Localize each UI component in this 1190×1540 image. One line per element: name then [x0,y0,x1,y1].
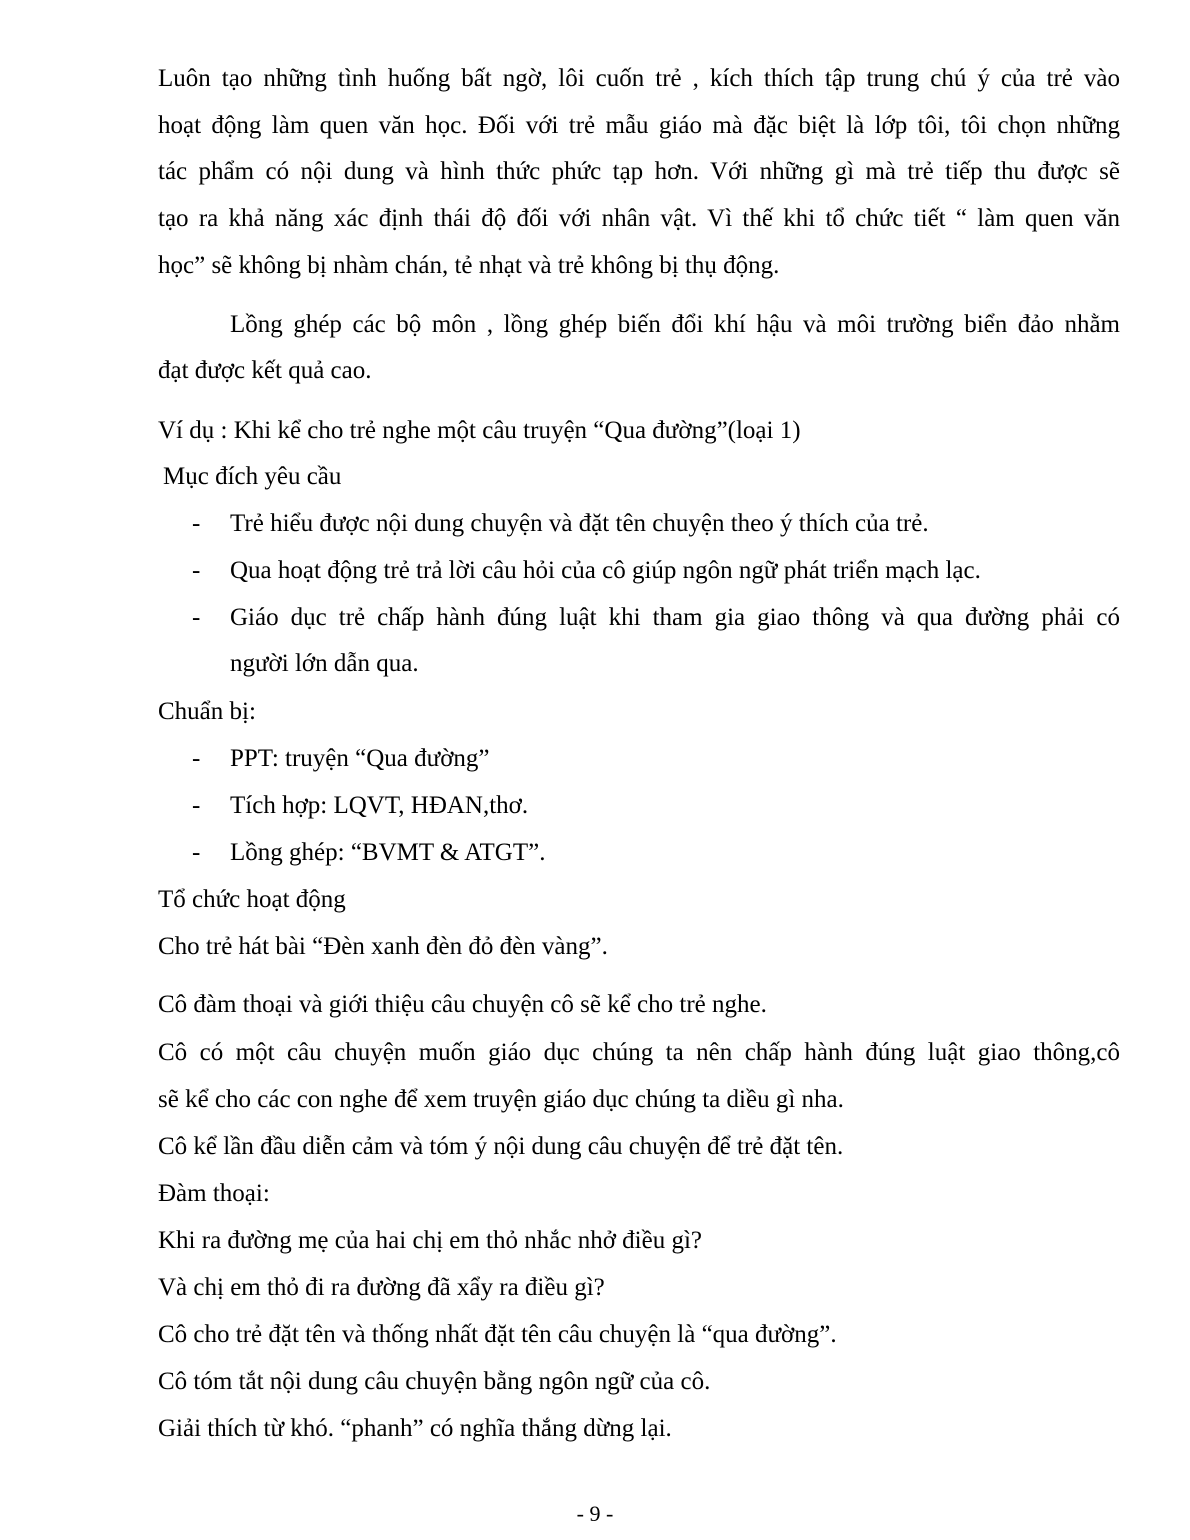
activity-line: Cô có một câu chuyện muốn giáo dục chúng ta nên chấp hành đúng luật giao thông,cô [158,1039,1120,1066]
prep-item: PPT: truyện “Qua đường” [230,745,490,772]
activity-line: Cô kể lần đầu diễn cảm và tóm ý nội dung câu chuyện để trẻ đặt tên. [158,1133,844,1160]
paragraph-line: tác phẩm có nội dung và hình thức phức tạp hơn. Với những gì mà trẻ tiếp thu được sẽ [158,158,1120,185]
bullet-dash: - [192,557,201,584]
bullet-dash: - [192,745,201,772]
purpose-item-continued: người lớn dẫn qua. [230,650,419,677]
activity-line: Cô tóm tắt nội dung câu chuyện bằng ngôn ngữ của cô. [158,1368,711,1395]
activity-line: Cô đàm thoại và giới thiệu câu chuyện cô sẽ kể cho trẻ nghe. [158,991,767,1018]
prep-heading: Chuẩn bị: [158,698,256,725]
activity-line: Giải thích từ khó. “phanh” có nghĩa thắng dừng lại. [158,1415,672,1442]
activity-line: Khi ra đường mẹ của hai chị em thỏ nhắc nhở điều gì? [158,1227,702,1254]
paragraph-line: Lồng ghép các bộ môn , lồng ghép biến đổi khí hậu và môi trường biển đảo nhằm [230,311,1120,338]
activity-line: Đàm thoại: [158,1180,270,1207]
purpose-item: Qua hoạt động trẻ trả lời câu hỏi của cô giúp ngôn ngữ phát triển mạch lạc. [230,557,981,584]
bullet-dash: - [192,839,201,866]
sing-line: Cho trẻ hát bài “Đèn xanh đèn đỏ đèn vàng”. [158,933,608,960]
bullet-dash: - [192,510,201,537]
page-number: - 9 - [576,1501,614,1526]
bullet-dash: - [192,792,201,819]
purpose-item: Trẻ hiểu được nội dung chuyện và đặt tên chuyện theo ý thích của trẻ. [230,510,929,537]
organize-heading: Tổ chức hoạt động [158,886,346,913]
activity-line: sẽ kể cho các con nghe để xem truyện giáo dục chúng ta diều gì nha. [158,1086,844,1113]
example-line: Ví dụ : Khi kể cho trẻ nghe một câu truyện “Qua đường”(loại 1) [158,417,801,444]
paragraph-line: học” sẽ không bị nhàm chán, tẻ nhạt và trẻ không bị thụ động. [158,252,780,279]
purpose-item: Giáo dục trẻ chấp hành đúng luật khi tham gia giao thông và qua đường phải có [230,604,1120,631]
prep-item: Lồng ghép: “BVMT & ATGT”. [230,839,546,866]
prep-item: Tích hợp: LQVT, HĐAN,thơ. [230,792,529,819]
bullet-dash: - [192,604,201,631]
paragraph-line: tạo ra khả năng xác định thái độ đối với nhân vật. Vì thế khi tổ chức tiết “ làm quen văn [158,205,1120,232]
paragraph-line: Luôn tạo những tình huống bất ngờ, lôi cuốn trẻ , kích thích tập trung chú ý của trẻ vào [158,65,1120,92]
purpose-heading: Mục đích yêu cầu [163,463,342,490]
paragraph-line: đạt được kết quả cao. [158,357,372,384]
activity-line: Và chị em thỏ đi ra đường đã xẩy ra điều gì? [158,1274,605,1301]
activity-line: Cô cho trẻ đặt tên và thống nhất đặt tên câu chuyện là “qua đường”. [158,1321,837,1348]
paragraph-line: hoạt động làm quen văn học. Đối với trẻ mẫu giáo mà đặc biệt là lớp tôi, tôi chọn những [158,112,1120,139]
